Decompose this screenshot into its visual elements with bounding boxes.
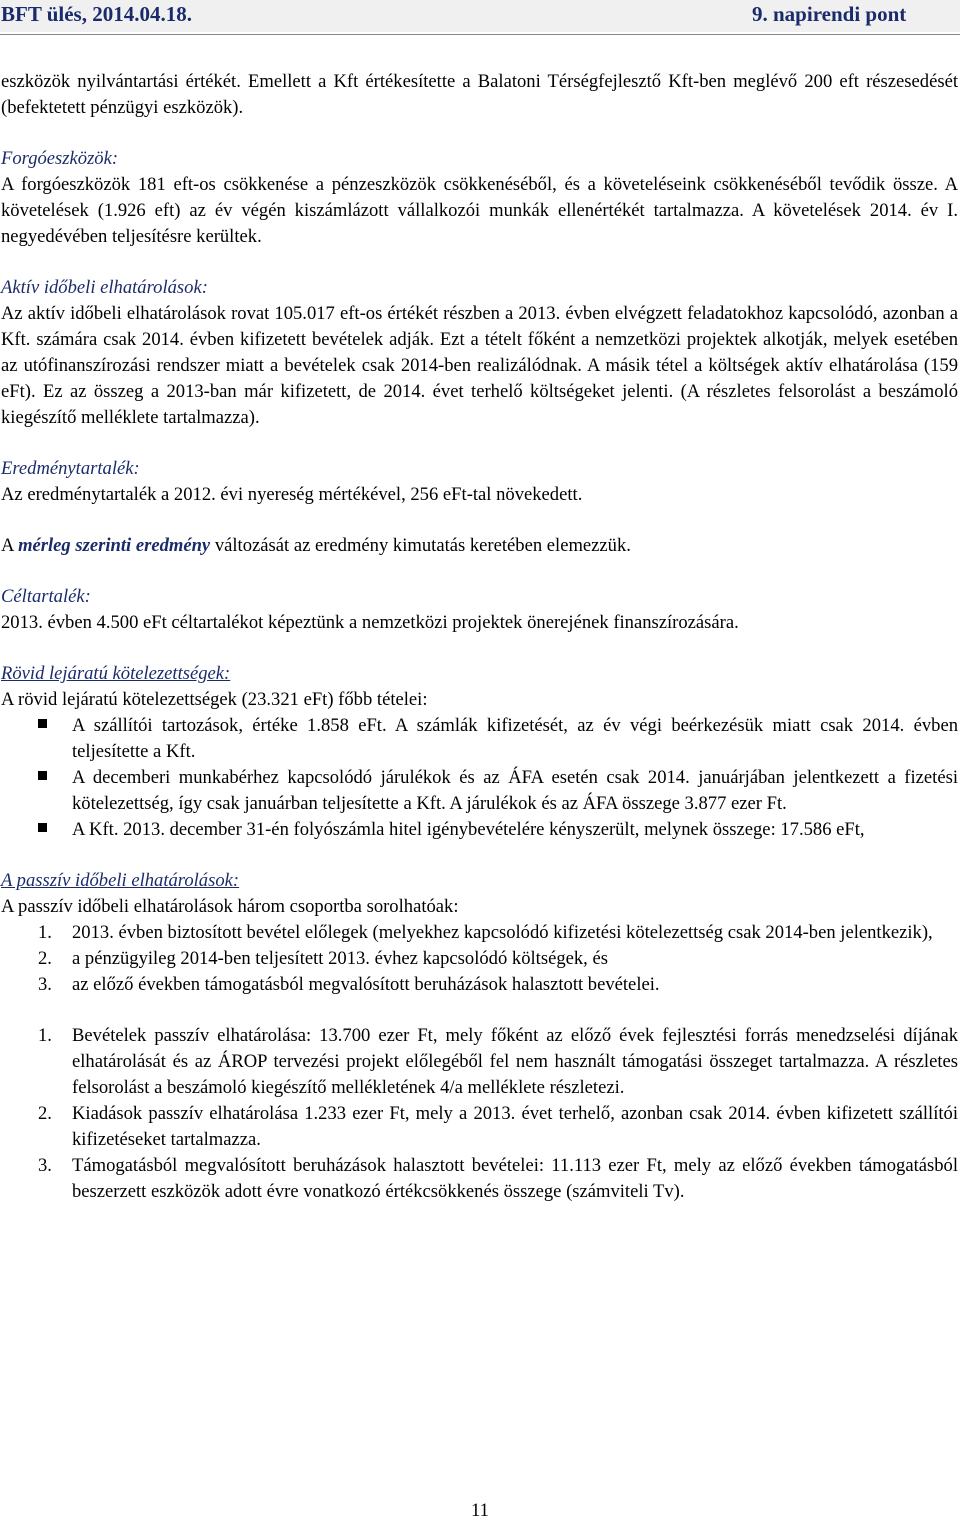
passziv-group-list [1, 920, 958, 998]
rovid-lejaratu-list [1, 713, 958, 843]
list-item-text: 2013. évben biztosított bevétel előlegek (melyekhez kapcsolódó kifizetési kötelezettség csak 2014-ben jelentkezik), [72, 922, 933, 943]
section-heading-forgoeszkozok: Forgóeszközök: [1, 148, 119, 169]
list-item [1, 972, 958, 998]
celtartalek-text: 2013. évben 4.500 eFt céltartalékot képeztünk a nemzetközi projektek önerejének finanszírozására. [1, 612, 739, 633]
list-number: 3. [38, 1155, 52, 1176]
list-item-text: Bevételek passzív elhatárolása: 13.700 ezer Ft, mely főként az előző évek fejlesztési forrás menedzselési díjának elhatárolását és az ÁROP tervezési projekt előlegéből fel nem használt támogatási összeget tartalmazza. A részletes felsorolást a beszámoló kiegészítő mellékletének 4/a melléklete részletezi. [72, 1025, 958, 1098]
list-item-text: A decemberi munkabérhez kapcsolódó járulékok és az ÁFA esetén csak 2014. januárjában jelentkezett a fizetési kötelezettség, így csak januárban teljesítette a Kft. A járulékok és az ÁFA összege 3.877 ezer Ft. [72, 767, 958, 814]
section-heading-aktiv: Aktív időbeli elhatárolások: [1, 277, 208, 298]
merleg-emphasis: mérleg szerinti eredmény [18, 535, 211, 556]
merleg-pre: A [1, 535, 19, 556]
passziv-detail-list [1, 1023, 958, 1205]
list-item-text: a pénzügyileg 2014-ben teljesített 2013. évhez kapcsolódó költségek, és [72, 948, 608, 969]
list-item-text: A Kft. 2013. december 31-én folyószámla hitel igénybevételére kényszerült, melynek összege: 17.586 eFt, [72, 819, 865, 840]
aktiv-text: Az aktív időbeli elhatárolások rovat 105.017 eft-os értékét részben a 2013. évben elvégzett feladatokhoz kapcsolódó, azonban a Kft. számára csak 2014. évben kifizetett bevételek adják. Ezt a tételt főként a nemzetközi projektek alkotják, melyek esetében az utófinanszírozási rendszer miatt a bevételek csak 2014-ben realizálódnak. A másik tétel a költségek aktív elhatárolása (159 eFt). Ez az összeg a 2013-ban már kifizetett, de 2014. évet terhelő költségeket jelenti. (A részletes felsorolást a beszámoló kiegészítő melléklete tartalmazza). [1, 303, 958, 428]
eredmenytartalek-text: Az eredménytartalék a 2012. évi nyereség mértékével, 256 eFt-tal növekedett. [1, 484, 583, 505]
list-item-text: az előző években támogatásból megvalósított beruházások halasztott bevételei. [72, 974, 660, 995]
page-header [0, 0, 960, 32]
list-item [1, 1101, 958, 1153]
list-item [1, 1023, 958, 1101]
section-heading-celtartalek: Céltartalék: [1, 586, 91, 607]
forgoeszkozok-text: A forgóeszközök 181 eft-os csökkenése a pénzeszközök csökkenéséből, és a követeléseink csökkenéséből tevődik össze. A követelések (1.926 eft) az év végén kiszámlázott vállalkozói munkák ellenértékét tartalmazza. A követelések 2014. év I. negyedévében teljesítésre kerültek. [1, 174, 958, 247]
merleg-post: változását az eredmény kimutatás keretében elemezzük. [210, 535, 631, 556]
list-item [1, 946, 958, 972]
list-item [1, 817, 958, 843]
section-heading-passziv: A passzív időbeli elhatárolások: [1, 870, 240, 891]
header-divider [0, 34, 960, 35]
list-item [1, 765, 958, 817]
list-item [1, 1153, 958, 1205]
list-number: 1. [38, 922, 52, 943]
header-meeting-date: BFT ülés, 2014.04.18. [1, 2, 192, 26]
header-agenda-item: 9. napirendi pont [752, 2, 907, 26]
list-number: 2. [38, 1103, 52, 1124]
rovid-lejaratu-text: A rövid lejáratú kötelezettségek (23.321 eFt) főbb tételei: [1, 689, 428, 710]
intro-paragraph: eszközök nyilvántartási értékét. Emellett a Kft értékesítette a Balatoni Térségfejlesztő Kft-ben meglévő 200 eft részesedését (befektetett pénzügyi eszközök). [1, 71, 958, 118]
list-number: 3. [38, 974, 52, 995]
list-item [1, 713, 958, 765]
list-item-text: Támogatásból megvalósított beruházások halasztott bevételei: 11.113 ezer Ft, mely az előző években támogatásból beszerzett eszközök adott évre vonatkozó értékcsökkenés összege (számviteli Tv). [72, 1155, 958, 1202]
document-body [1, 69, 958, 1205]
page-number: 11 [471, 1500, 489, 1521]
list-item-text: A szállítói tartozások, értéke 1.858 eFt. A számlák kifizetését, az év végi beérkezésük miatt csak 2014. évben teljesítette a Kft. [72, 715, 958, 762]
bullet-square-icon [38, 771, 47, 780]
list-item [1, 920, 958, 946]
section-heading-eredmenytartalek: Eredménytartalék: [1, 458, 140, 479]
section-heading-rovid-lejaratu: Rövid lejáratú kötelezettségek: [1, 663, 231, 684]
merleg-paragraph [1, 533, 958, 559]
passziv-text: A passzív időbeli elhatárolások három csoportba sorolhatóak: [1, 896, 459, 917]
list-item-text: Kiadások passzív elhatárolása 1.233 ezer Ft, mely a 2013. évet terhelő, azonban csak 2014. évben kifizetett szállítói kifizetéseket tartalmazza. [72, 1103, 958, 1150]
list-number: 1. [38, 1025, 52, 1046]
bullet-square-icon [38, 719, 47, 728]
list-number: 2. [38, 948, 52, 969]
bullet-square-icon [38, 823, 47, 832]
